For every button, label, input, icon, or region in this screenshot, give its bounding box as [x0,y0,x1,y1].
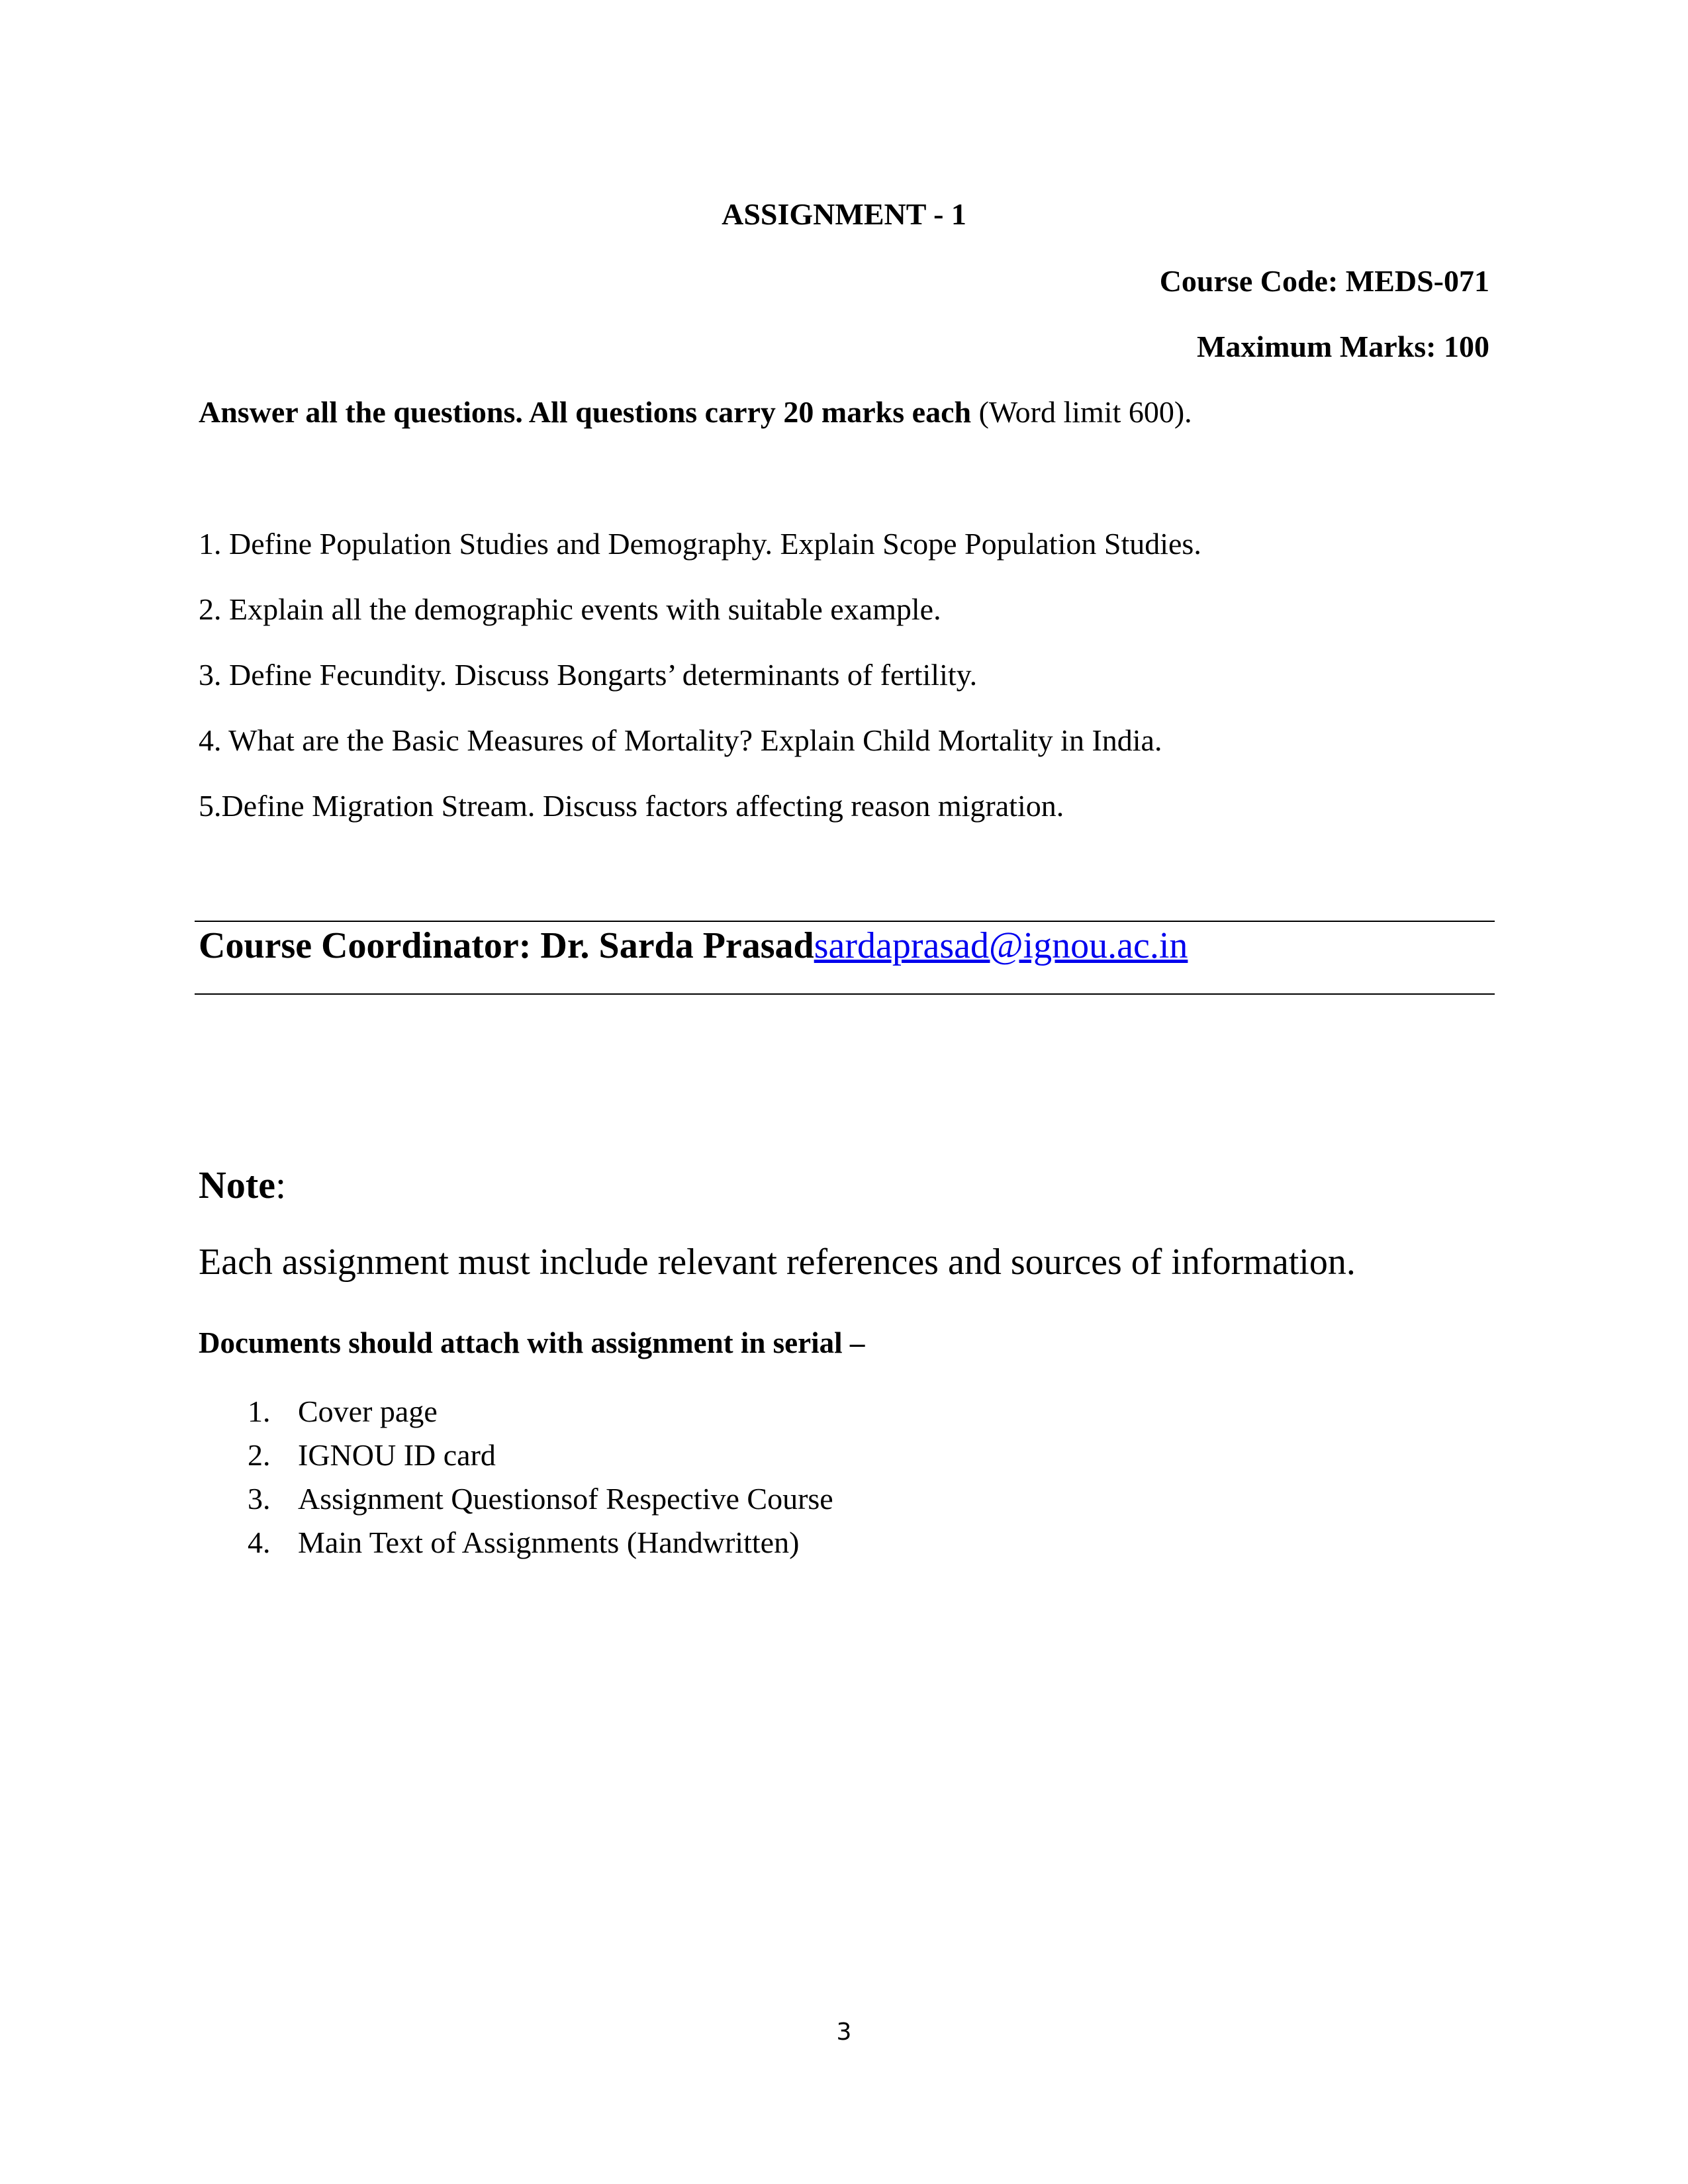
list-item-label: Main Text of Assignments (Handwritten) [298,1525,800,1559]
list-item-label: Assignment Questionsof Respective Course [298,1482,833,1516]
course-code: Course Code: MEDS-071 [1159,264,1489,298]
note-label: Note [199,1163,275,1206]
coordinator-bottom-rule [195,993,1495,995]
course-coordinator [199,925,1188,967]
maximum-marks: Maximum Marks: 100 [1196,330,1489,363]
documents-heading: Documents should attach with assignment in serial – [199,1326,865,1359]
question-4: 4. What are the Basic Measures of Mortality? Explain Child Mortality in India. [199,723,1162,757]
note-text: Each assignment must include relevant references and sources of information. [199,1242,1356,1283]
list-item-label: IGNOU ID card [298,1438,496,1472]
coordinator-top-rule [195,921,1495,922]
note-colon: : [275,1163,287,1206]
document-list-item [0,1481,1688,1521]
coordinator-email-link[interactable]: sardaprasad@ignou.ac.in [814,925,1188,966]
instructions-word-limit: (Word limit 600). [971,395,1192,429]
question-5: 5.Define Migration Stream. Discuss factors affecting reason migration. [199,789,1064,823]
coordinator-label: Course Coordinator: Dr. Sarda Prasad [199,925,814,966]
document-list-item [0,1525,1688,1565]
instructions-bold: Answer all the questions. All questions carry 20 marks each [199,395,972,429]
assignment-title: ASSIGNMENT - 1 [722,197,966,231]
instructions [199,394,1192,430]
page-number: 3 [836,2019,852,2046]
list-number: 1. [248,1394,271,1428]
list-number: 3. [248,1482,271,1516]
document-list-item [0,1394,1688,1433]
list-item-label: Cover page [298,1394,438,1428]
question-1: 1. Define Population Studies and Demography. Explain Scope Population Studies. [199,527,1201,561]
question-3: 3. Define Fecundity. Discuss Bongarts’ determinants of fertility. [199,658,978,692]
note-heading [199,1163,286,1207]
list-number: 4. [248,1525,271,1559]
document-list-item [0,1437,1688,1477]
list-number: 2. [248,1438,271,1472]
question-2: 2. Explain all the demographic events with suitable example. [199,592,941,626]
